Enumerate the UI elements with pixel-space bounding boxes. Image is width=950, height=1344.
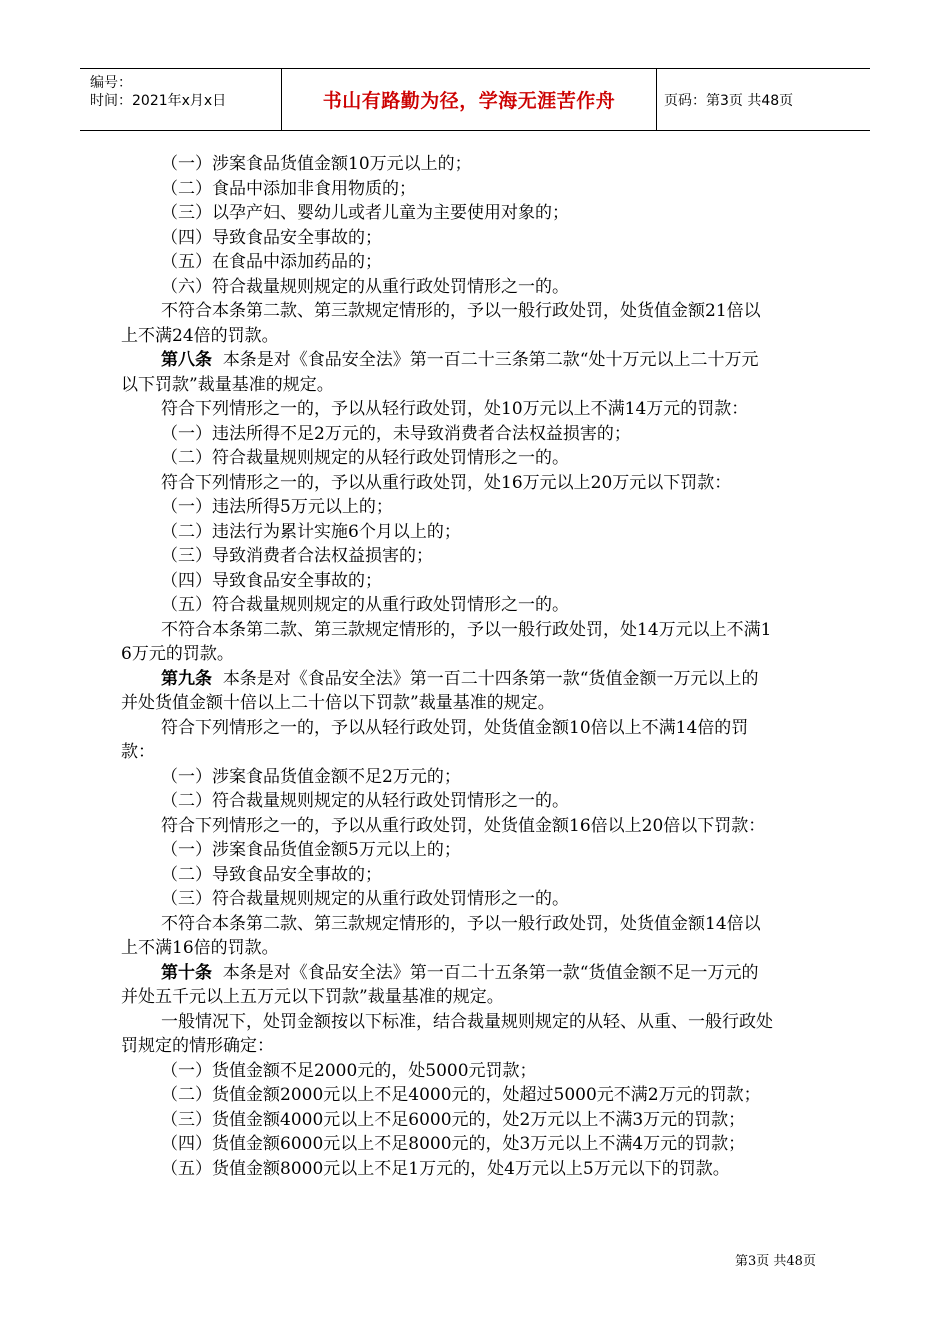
text-line: （一）违法所得不足2万元的，未导致消费者合法权益损害的； [161,423,631,444]
document-number-label: 编号： [90,75,132,91]
text-line: （三）符合裁量规则规定的从重行政处罚情形之一的。 [161,889,569,909]
text-line: 不符合本条第二款、第三款规定情形的，予以一般行政处罚，处货值金额21倍以 [161,301,761,321]
text-line: （二）符合裁量规则规定的从轻行政处罚情形之一的。 [161,448,569,468]
article-9-title: 第九条 [161,668,212,689]
text-line: 符合下列情形之一的，予以从轻行政处罚，处10万元以上不满14万元的罚款： [161,399,749,419]
text-line: 不符合本条第二款、第三款规定情形的，予以一般行政处罚，处14万元以上不满1 [161,619,772,640]
text-line: （三）货值金额4000元以上不足6000元的，处2万元以上不满3万元的罚款； [161,1109,746,1130]
text-line: （一）货值金额不足2000元的，处5000元罚款； [161,1060,537,1081]
text-line: 并处五千元以上五万元以下罚款”裁量基准的规定。 [121,987,504,1007]
text-line: （五）在食品中添加药品的； [161,252,382,272]
text-line: （五）货值金额8000元以上不足1万元的，处4万元以上5万元以下的罚款。 [161,1158,730,1179]
text-line: 上不满16倍的罚款。 [121,938,279,958]
text-line: （五）符合裁量规则规定的从重行政处罚情形之一的。 [161,595,569,615]
text-line: 不符合本条第二款、第三款规定情形的，予以一般行政处罚，处货值金额14倍以 [161,913,761,934]
document-date-label: 时间：2021年x月x日 [90,93,227,109]
text-line: （四）货值金额6000元以上不足8000元的，处3万元以上不满4万元的罚款； [161,1134,746,1154]
article-8-title: 第八条 [161,350,212,370]
header-page-label: 页码：第3页 共48页 [664,92,794,109]
text-line: 符合下列情形之一的，予以从重行政处罚，处货值金额16倍以上20倍以下罚款： [161,815,766,836]
text-line: 6万元的罚款。 [121,644,234,664]
text-line: （一）违法所得5万元以上的； [161,497,393,517]
text-line: 符合下列情形之一的，予以从重行政处罚，处16万元以上20万元以下罚款： [161,472,732,493]
text-line: （一）涉案食品货值金额5万元以上的； [161,840,461,860]
text-line: （四）导致食品安全事故的； [161,570,382,591]
text-line: 本条是对《食品安全法》第一百二十五条第一款“货值金额不足一万元的 [222,962,759,983]
text-line: （二）违法行为累计实施6个月以上的； [161,521,461,542]
text-line: （二）货值金额2000元以上不足4000元的，处超过5000元不满2万元的罚款； [161,1085,761,1105]
text-line: （三）导致消费者合法权益损害的； [161,546,433,566]
text-line: （一）涉案食品货值金额不足2万元的； [161,766,461,787]
text-line: 一般情况下，处罚金额按以下标准，结合裁量规则规定的从轻、从重、一般行政处 [161,1011,773,1032]
text-line: 符合下列情形之一的，予以从轻行政处罚，处货值金额10倍以上不满14倍的罚 [161,717,749,738]
page-footer: 第3页 共48页 [735,1254,816,1269]
document-body [121,152,831,1181]
text-line: （二）符合裁量规则规定的从轻行政处罚情形之一的。 [161,791,569,811]
text-line: 罚规定的情形确定： [121,1036,274,1056]
article-9-heading-line [121,667,831,692]
text-line: （三）以孕产妇、婴幼儿或者儿童为主要使用对象的； [161,203,569,223]
text-line: 以下罚款”裁量基准的规定。 [121,374,334,395]
article-8-heading-line [121,348,831,373]
text-line: 款： [121,742,155,762]
text-line: （二）导致食品安全事故的； [161,864,382,885]
text-line: 本条是对《食品安全法》第一百二十三条第二款“处十万元以上二十万元 [222,350,759,370]
text-line: 并处货值金额十倍以上二十倍以下罚款”裁量基准的规定。 [121,693,555,713]
article-10-title: 第十条 [161,962,212,983]
article-10-heading-line [121,961,831,986]
text-line: （六）符合裁量规则规定的从重行政处罚情形之一的。 [161,276,569,297]
text-line: （四）导致食品安全事故的； [161,227,382,248]
header-info-cell [80,69,281,130]
page-header [80,68,870,131]
text-line: （一）涉案食品货值金额10万元以上的； [161,154,472,174]
text-line: 本条是对《食品安全法》第一百二十四条第一款“货值金额一万元以上的 [222,668,759,689]
text-line: 上不满24倍的罚款。 [121,325,279,346]
text-line: （二）食品中添加非食用物质的； [161,178,416,199]
header-motto: 书山有路勤为径，学海无涯苦作舟 [281,69,657,130]
